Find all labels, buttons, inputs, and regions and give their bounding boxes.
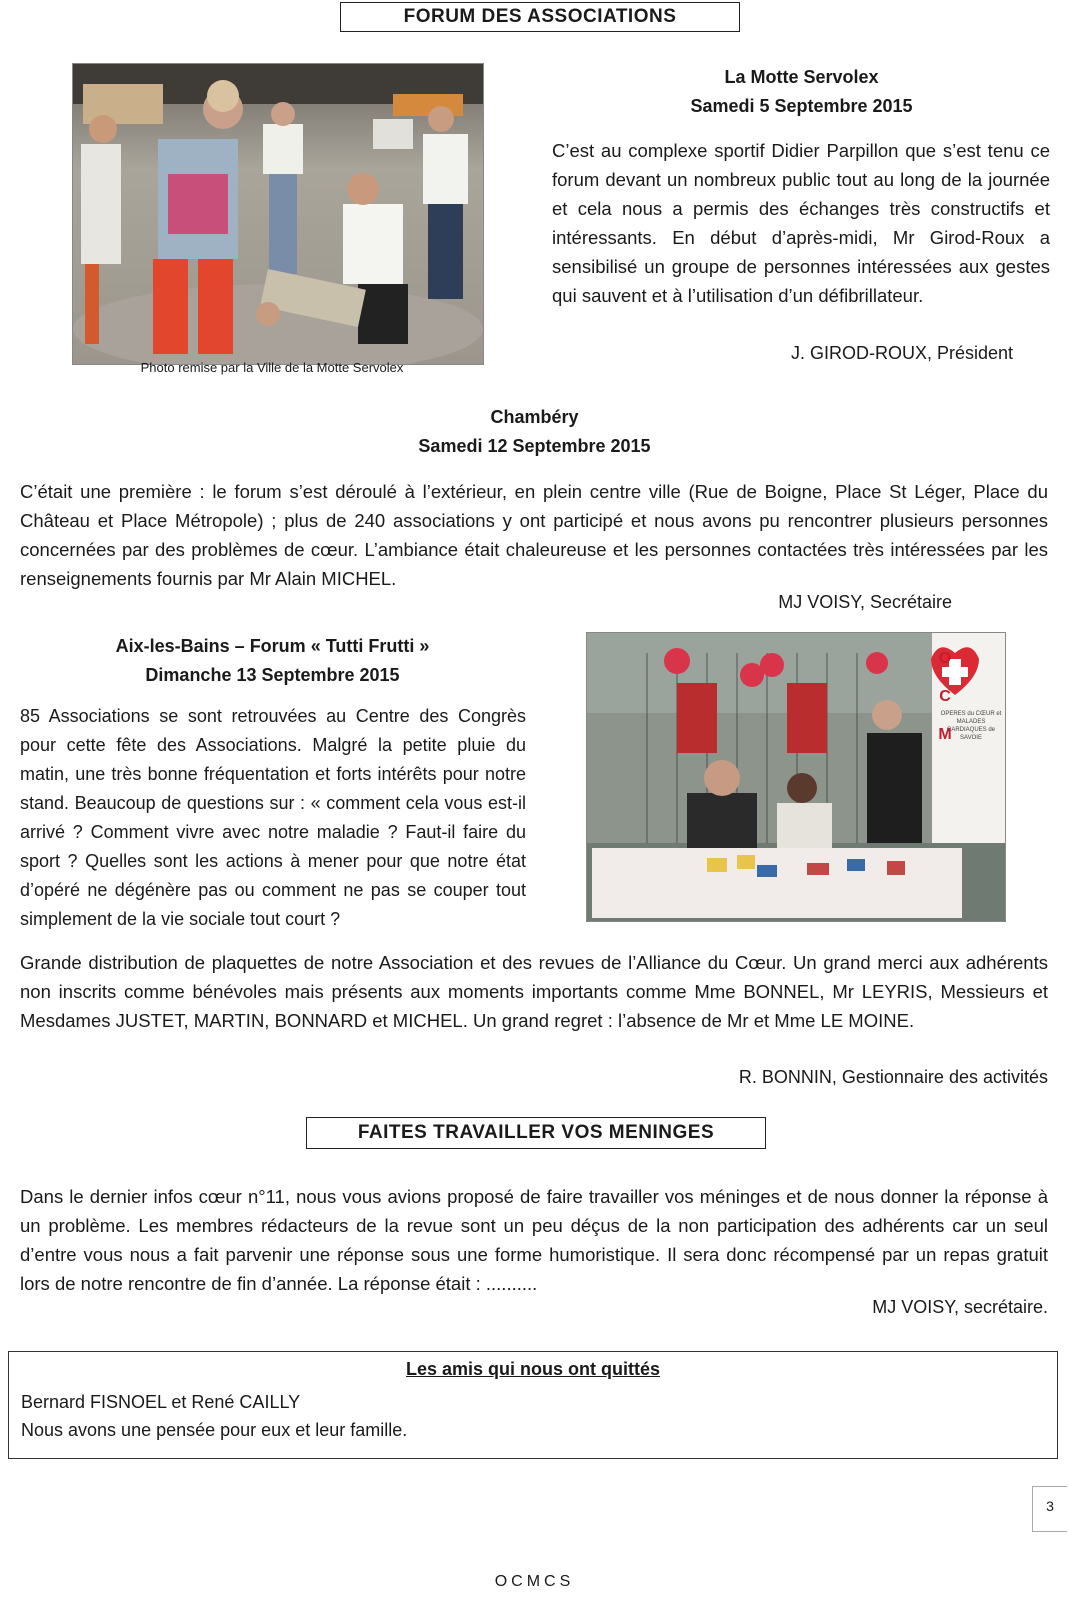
page-title: FORUM DES ASSOCIATIONS	[340, 2, 740, 32]
amis-title: Les amis qui nous ont quittés	[405, 1359, 661, 1379]
amis-names: Bernard FISNOEL et René CAILLY	[21, 1392, 301, 1412]
motte-text: C’est au complexe sportif Didier Parpillon que s’est tenu ce forum devant un nombreux public tout au long de la journée et cela nous a permis des échanges très constructifs et intéressants. En début d’après-midi, Mr Girod-Roux a sensibilisé un groupe de personnes intéressées aux gestes qui sauvent et à l’utilisation d’un défibrillateur.	[552, 140, 1050, 306]
chambery-place: Chambéry	[490, 407, 579, 427]
aix-text-1: 85 Associations se sont retrouvées au Centre des Congrès pour cette fête des Associations. Malgré la petite pluie du matin, une très bonne fréquentation et forts intérêts pour notre stand. Beaucoup de questions sur : « comment cela vous est-il arrivé ? Comment vivre avec notre maladie ? Faut-il faire du sport ? Quelles sont les actions à mener pour que notre état d’opéré ne dégénère pas ou comment ne pas se couper tout simplement de la vie sociale tout court ?	[20, 706, 526, 929]
forum-photo-motte	[72, 63, 484, 365]
forum-photo-motte-image	[73, 64, 483, 364]
chambery-date: Samedi 12 Septembre 2015	[418, 436, 651, 456]
meninges-signature: MJ VOISY, secrétaire.	[872, 1297, 1048, 1317]
page-number: 3	[1032, 1486, 1067, 1532]
meninges-text: Dans le dernier infos cœur n°11, nous vous avions proposé de faire travailler vos méninges et de nous donner la réponse à un problème. Les membres rédacteurs de la revue sont un peu déçus de la non participation des adhérents car un seul d’entre vous nous a fait parvenir une réponse sous une forme humoristique. Il sera donc récompensé par un repas gratuit lors de notre rencontre de fin d’année. La réponse était : ..........	[20, 1186, 1048, 1294]
banner-letter-o: O	[938, 650, 952, 667]
aix-date: Dimanche 13 Septembre 2015	[145, 665, 400, 685]
aix-place: Aix-les-Bains – Forum « Tutti Frutti »	[115, 636, 430, 656]
banner-letter-m: M	[938, 726, 952, 743]
chambery-text: C’était une première : le forum s’est déroulé à l’extérieur, en plein centre ville (Rue de Boigne, Place St Léger, Place du Château et Place Métropole) ; plus de 240 associations y ont participé et nous avons pu rencontrer plusieurs personnes concernées par des problèmes de cœur. L’ambiance était chaleureuse et les personnes contactées très intéressées par les renseignements fournis par Mr Alain MICHEL.	[20, 481, 1048, 589]
amis-text: Nous avons une pensée pour eux et leur famille.	[21, 1420, 408, 1440]
banner-letter-c: C	[939, 688, 951, 705]
meninges-title: FAITES TRAVAILLER VOS MENINGES	[306, 1117, 766, 1149]
chambery-signature: MJ VOISY, Secrétaire	[778, 592, 952, 612]
aix-text-2: Grande distribution de plaquettes de notre Association et des revues de l’Alliance du Cœur. Un grand merci aux adhérents non inscrits comme bénévoles mais présents aux moments importants comme Mme BONNEL, Mr LEYRIS, Messieurs et Mesdames JUSTET, MARTIN, BONNARD et MICHEL. Un grand regret : l’absence de Mr et Mme LE MOINE.	[20, 952, 1048, 1031]
photo-caption: Photo remise par la Ville de la Motte Servolex	[140, 360, 404, 375]
motte-place: La Motte Servolex	[724, 67, 879, 87]
footer-org: OCMCS	[494, 1573, 575, 1590]
motte-signature: J. GIROD-ROUX, Président	[790, 343, 1013, 363]
motte-date: Samedi 5 Septembre 2015	[690, 96, 913, 116]
banner-text: OPERES du CŒUR et MALADES CARDIAQUES de SAVOIE	[940, 711, 1002, 741]
amis-box	[8, 1351, 1058, 1459]
aix-signature: R. BONNIN, Gestionnaire des activités	[738, 1067, 1048, 1087]
